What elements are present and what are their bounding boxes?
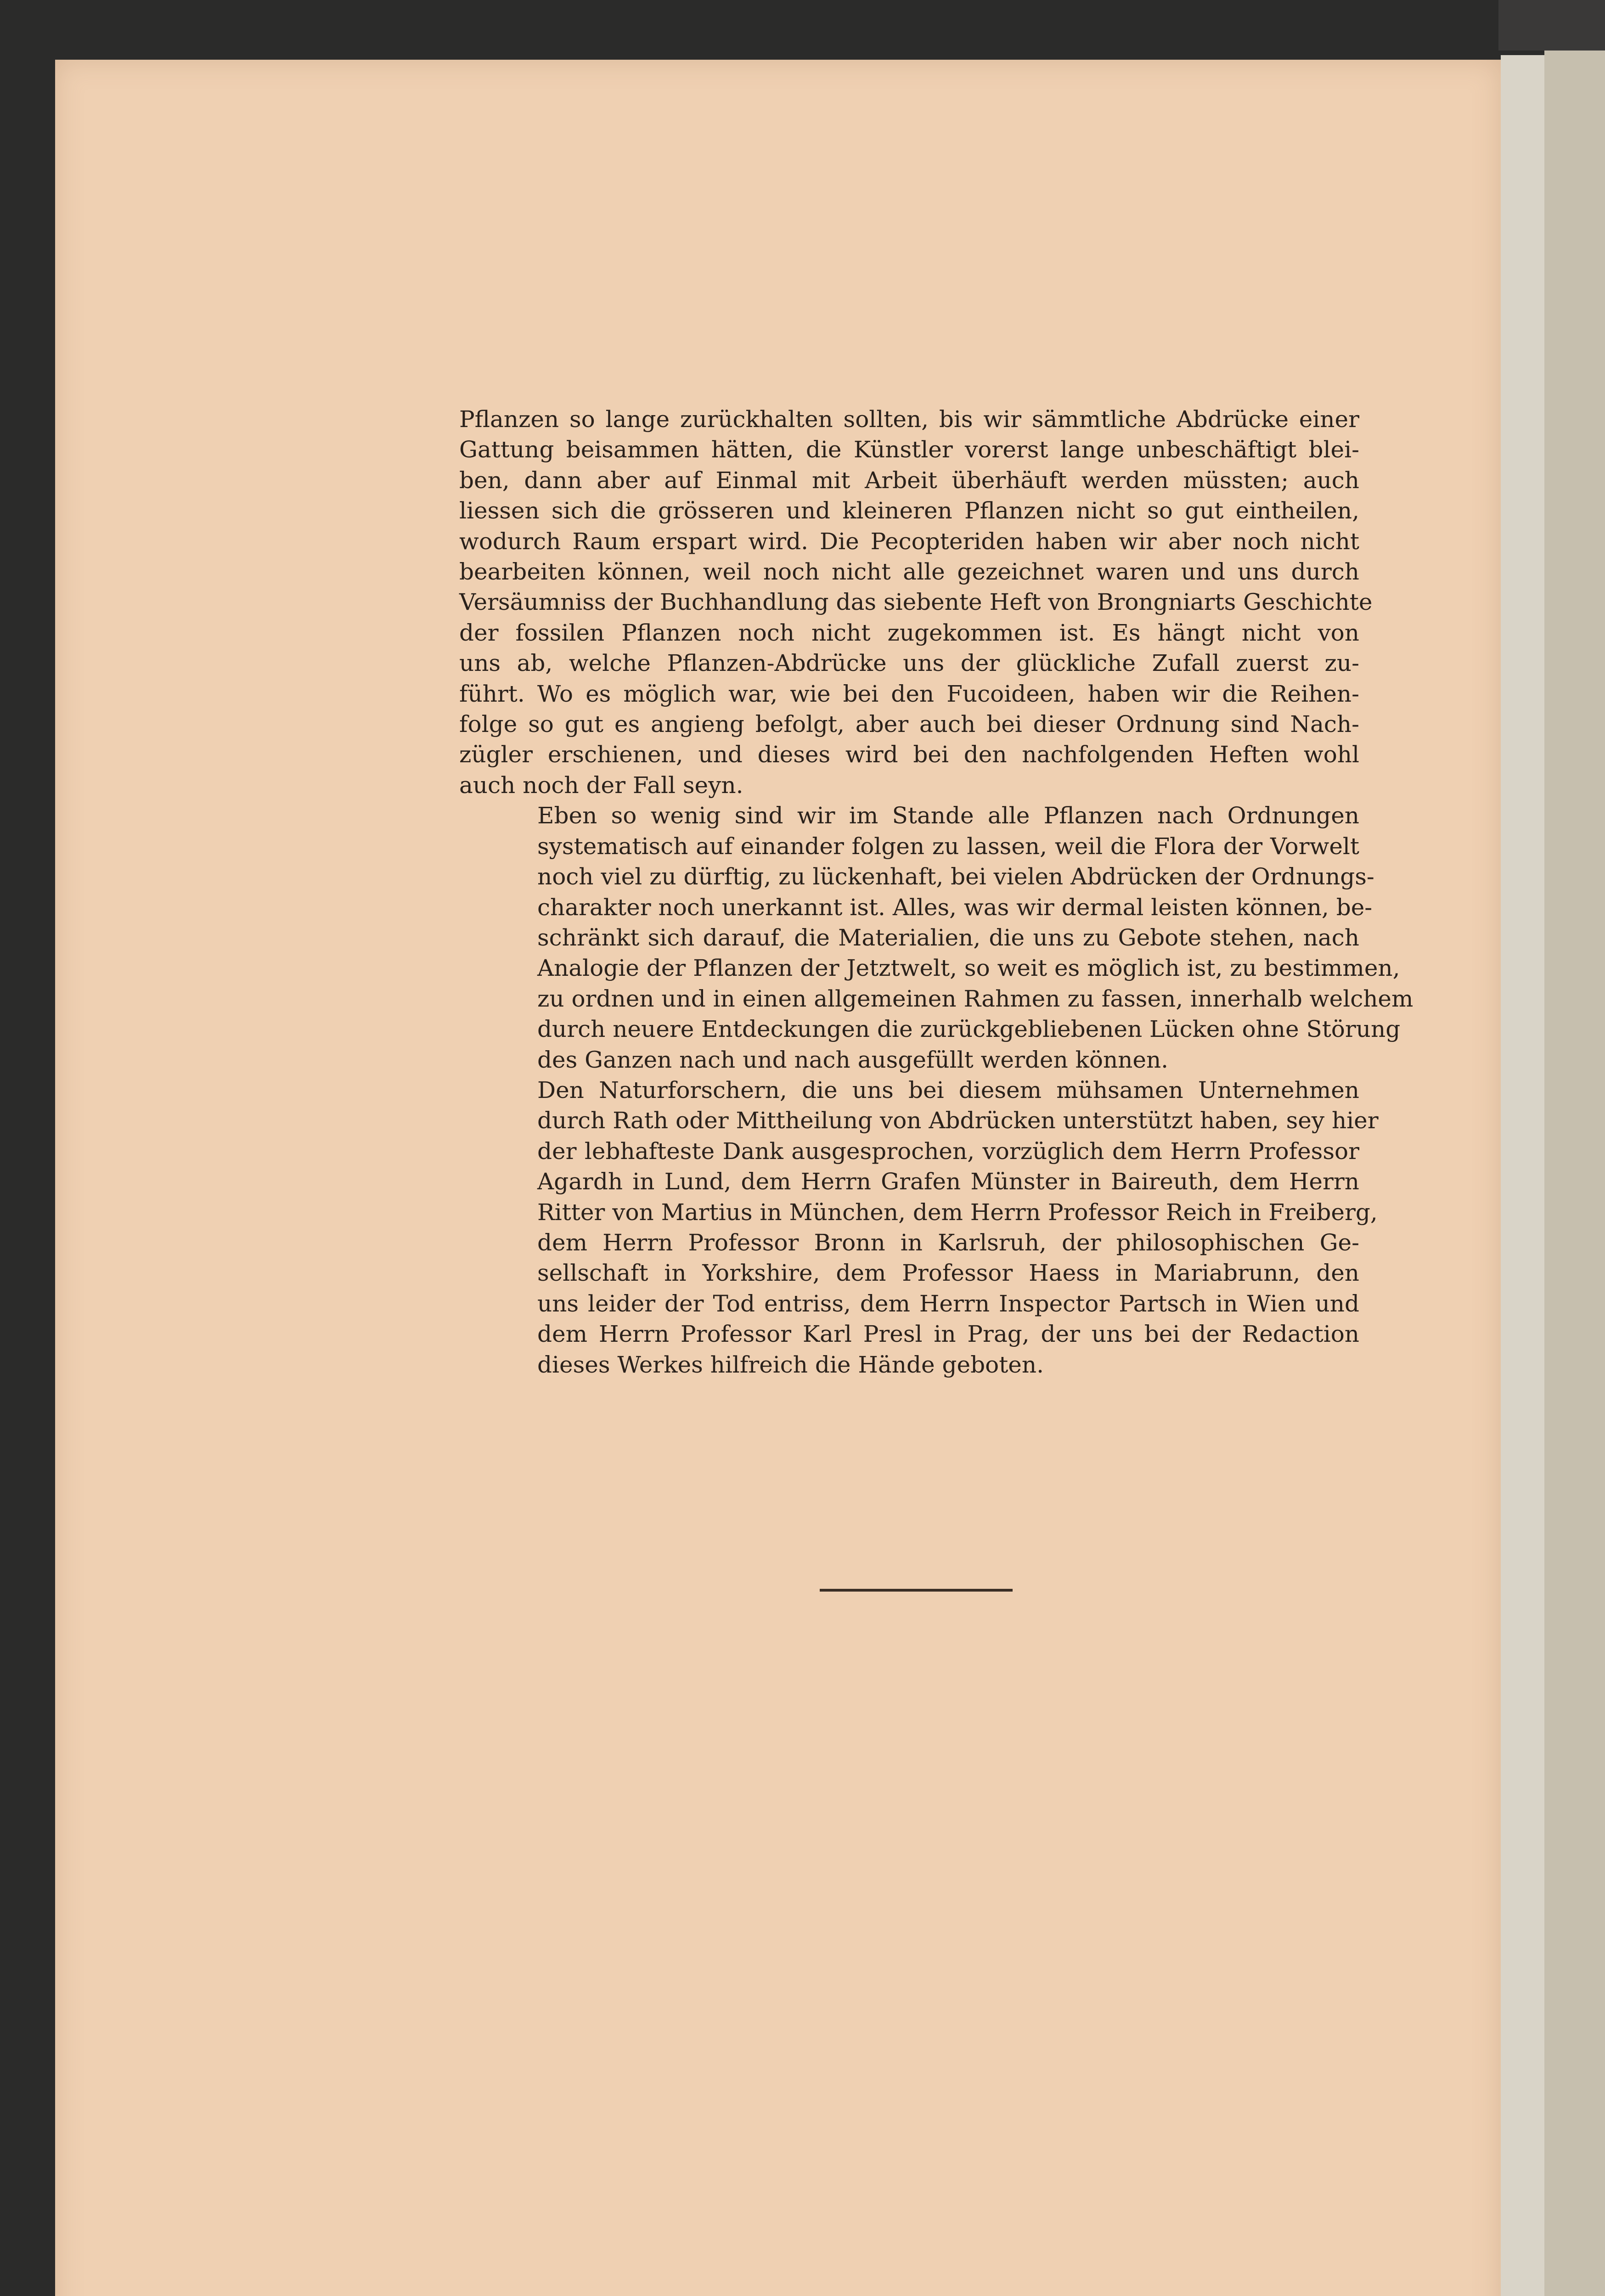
text-line: Gattung beisammen hätten, die Künstler vorerst lange unbeschäftigt blei- bbox=[459, 436, 1359, 463]
text-line: Pflanzen so lange zurückhalten sollten, bis wir sämmtliche Abdrücke einer bbox=[459, 406, 1359, 433]
text-line: der lebhafteste Dank ausgesprochen, vorzüglich dem Herrn Professor bbox=[537, 1137, 1359, 1165]
text-line: dieses Werkes hilfreich die Hände geboten. bbox=[537, 1351, 1044, 1378]
text-line: Agardh in Lund, dem Herrn Grafen Münster in Baireuth, dem Herrn bbox=[537, 1168, 1359, 1195]
text-line: liessen sich die grösseren und kleineren Pflanzen nicht so gut eintheilen, bbox=[459, 497, 1359, 524]
paragraph-1 bbox=[459, 404, 1373, 800]
text-line: Eben so wenig sind wir im Stande alle Pflanzen nach Ordnungen bbox=[537, 802, 1359, 829]
text-line: uns ab, welche Pflanzen-Abdrücke uns der glückliche Zufall zuerst zu- bbox=[459, 650, 1359, 677]
text-line: schränkt sich darauf, die Materialien, die uns zu Gebote stehen, nach bbox=[537, 924, 1359, 951]
paragraph-2 bbox=[459, 800, 1414, 1075]
book-edge-inner bbox=[1501, 55, 1544, 2296]
paragraph-3 bbox=[459, 1075, 1379, 1380]
text-line: dem Herrn Professor Bronn in Karlsruh, der philosophischen Ge- bbox=[537, 1229, 1359, 1256]
text-line: des Ganzen nach und nach ausgefüllt werden können. bbox=[537, 1046, 1169, 1073]
text-line: zu ordnen und in einen allgemeinen Rahmen zu fassen, innerhalb welchem bbox=[537, 985, 1414, 1012]
text-line: durch Rath oder Mittheilung von Abdrücken unterstützt haben, sey hier bbox=[537, 1107, 1379, 1134]
text-line: wodurch Raum erspart wird. Die Pecopteriden haben wir aber noch nicht bbox=[459, 528, 1359, 555]
text-line: bearbeiten können, weil noch nicht alle gezeichnet waren und uns durch bbox=[459, 558, 1359, 585]
text-line: systematisch auf einander folgen zu lassen, weil die Flora der Vorwelt bbox=[537, 833, 1359, 860]
section-rule bbox=[820, 1589, 1013, 1592]
text-line: Den Naturforschern, die uns bei diesem mühsamen Unternehmen bbox=[537, 1076, 1359, 1103]
book-edge-outer bbox=[1544, 51, 1605, 2296]
text-line: uns leider der Tod entriss, dem Herrn Inspector Partsch in Wien und bbox=[537, 1290, 1359, 1317]
text-line: der fossilen Pflanzen noch nicht zugekommen ist. Es hängt nicht von bbox=[459, 619, 1359, 646]
text-line: Analogie der Pflanzen der Jetztwelt, so weit es möglich ist, zu bestimmen, bbox=[537, 955, 1400, 982]
text-line: ben, dann aber auf Einmal mit Arbeit überhäuft werden müssten; auch bbox=[459, 467, 1359, 494]
text-line: charakter noch unerkannt ist. Alles, was wir dermal leisten können, be- bbox=[537, 894, 1373, 921]
text-line: dem Herrn Professor Karl Presl in Prag, der uns bei der Redaction bbox=[537, 1321, 1359, 1348]
text-line: Ritter von Martius in München, dem Herrn Professor Reich in Freiberg, bbox=[537, 1199, 1378, 1226]
text-line: auch noch der Fall seyn. bbox=[459, 771, 743, 799]
text-line: durch neuere Entdeckungen die zurückgebliebenen Lücken ohne Störung bbox=[537, 1016, 1401, 1043]
text-line: führt. Wo es möglich war, wie bei den Fucoideen, haben wir die Reihen- bbox=[459, 680, 1359, 707]
body-text bbox=[459, 404, 1414, 1380]
background-shadow bbox=[1498, 0, 1605, 51]
text-line: folge so gut es angieng befolgt, aber auch bei dieser Ordnung sind Nach- bbox=[459, 711, 1359, 738]
text-line: zügler erschienen, und dieses wird bei den nachfolgenden Heften wohl bbox=[459, 741, 1359, 768]
text-line: noch viel zu dürftig, zu lückenhaft, bei vielen Abdrücken der Ordnungs- bbox=[537, 863, 1374, 890]
text-line: Versäumniss der Buchhandlung das siebente Heft von Brongniarts Geschichte bbox=[459, 589, 1373, 616]
text-line: sellschaft in Yorkshire, dem Professor Haess in Mariabrunn, den bbox=[537, 1260, 1359, 1287]
